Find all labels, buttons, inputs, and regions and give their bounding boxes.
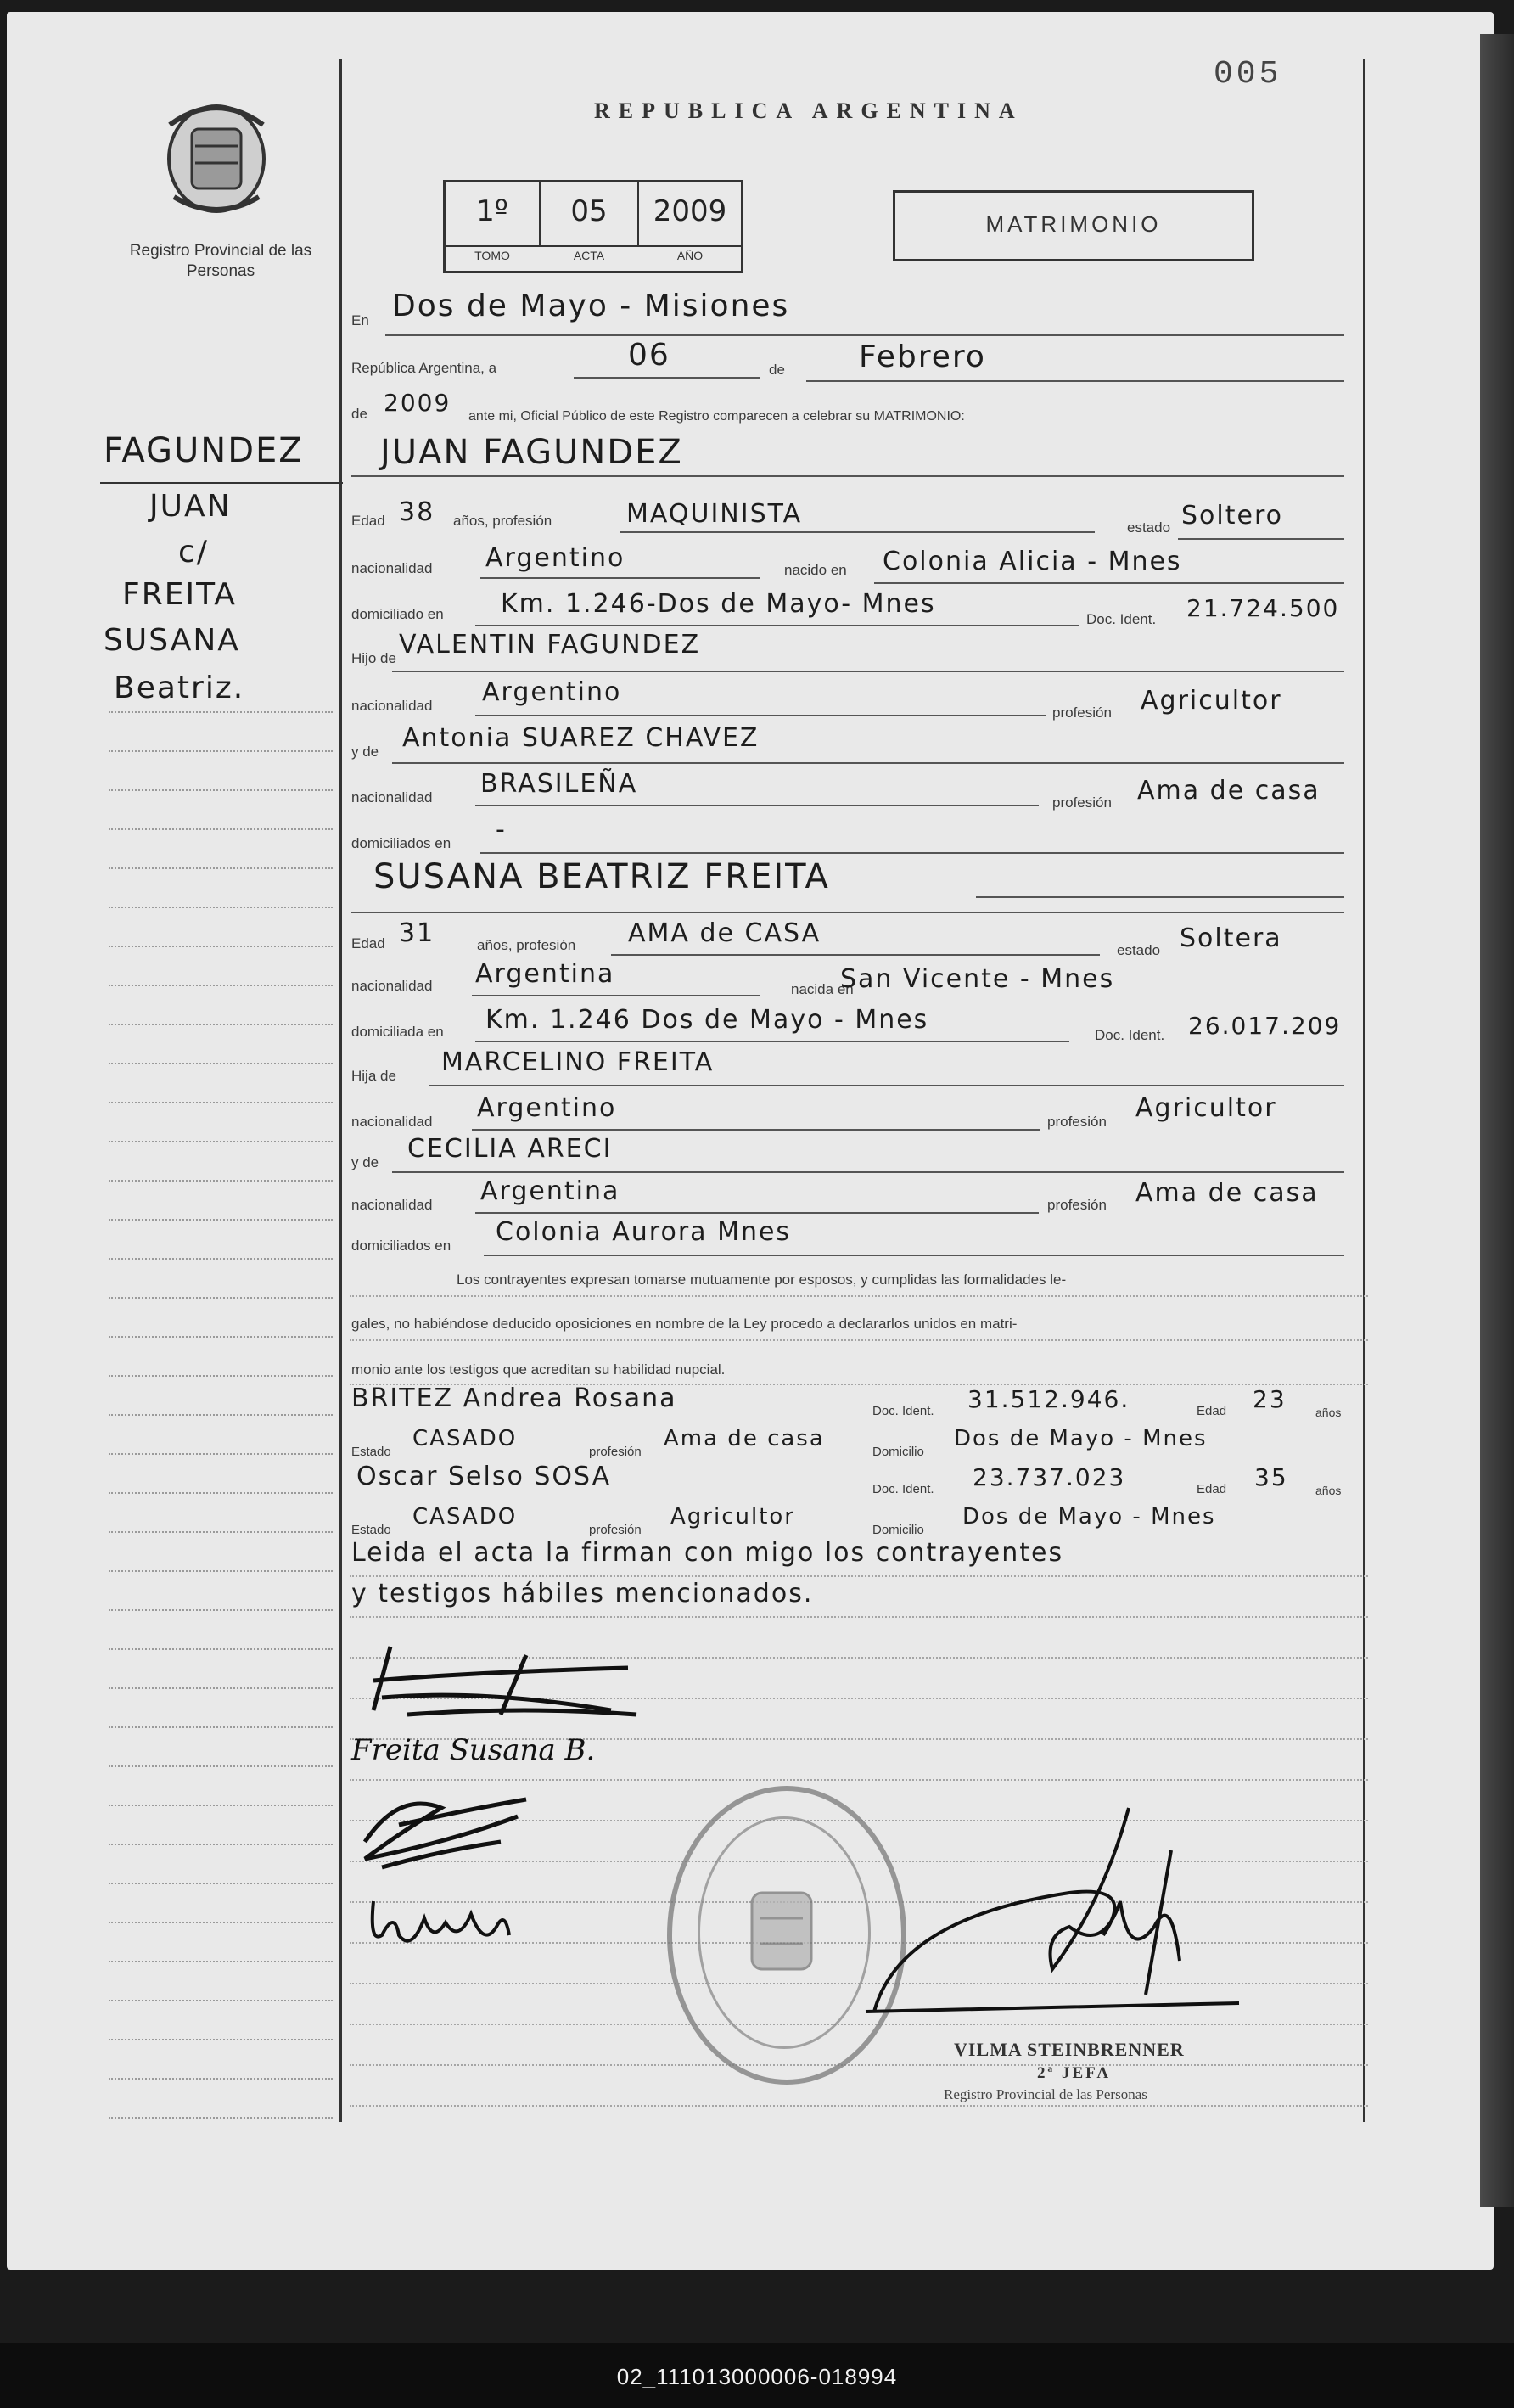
bride-age-label: Edad bbox=[351, 935, 385, 951]
country-date-label: República Argentina, a bbox=[351, 360, 497, 376]
witness-age-label: Edad bbox=[1197, 1482, 1227, 1496]
place-value: Dos de Mayo - Misiones bbox=[392, 289, 790, 323]
left-margin-line bbox=[339, 59, 342, 2122]
official-title: 2ª JEFA bbox=[1037, 2064, 1112, 2082]
closing-line: Leida el acta la firman con migo los contrayentes bbox=[351, 1538, 1064, 1568]
groom-profession-label: años, profesión bbox=[453, 513, 552, 529]
bride-mother: CECILIA ARECI bbox=[407, 1134, 613, 1164]
witness-status: CASADO bbox=[412, 1426, 518, 1451]
witness-domicile: Dos de Mayo - Mnes bbox=[954, 1426, 1208, 1451]
anio-label: AÑO bbox=[676, 249, 704, 262]
bride-profession: AMA de CASA bbox=[628, 918, 821, 948]
bride-doc: 26.017.209 bbox=[1188, 1012, 1342, 1040]
declaration-line: gales, no habiéndose deducido oposiciones en nombre de la Ley procedo a declararlos unidos en matri- bbox=[351, 1316, 1018, 1332]
groom-profession: MAQUINISTA bbox=[626, 499, 803, 529]
groom-name: JUAN FAGUNDEZ bbox=[380, 433, 683, 472]
official-signature bbox=[849, 1799, 1256, 2037]
year-label: de bbox=[351, 406, 367, 422]
date-month: Febrero bbox=[859, 340, 986, 374]
groom-born-label: nacido en bbox=[784, 562, 847, 578]
page-number: 005 bbox=[1214, 56, 1282, 93]
witness-years-label: años bbox=[1315, 1484, 1342, 1497]
book-edge bbox=[1480, 34, 1514, 2207]
bride-parents-dom-label: domiciliados en bbox=[351, 1238, 451, 1254]
witness-status-label: Estado bbox=[351, 1523, 391, 1537]
bride-age: 31 bbox=[399, 918, 435, 948]
witness-age: 23 bbox=[1253, 1385, 1287, 1413]
witness-age-label: Edad bbox=[1197, 1404, 1227, 1418]
witness-status: CASADO bbox=[412, 1504, 518, 1530]
groom-born: Colonia Alicia - Mnes bbox=[883, 547, 1182, 576]
intro-text: ante mi, Oficial Público de este Registro comparecen a celebrar su MATRIMONIO: bbox=[468, 409, 965, 424]
bride-name: SUSANA BEATRIZ FREITA bbox=[373, 857, 830, 896]
bride-status: Soltera bbox=[1180, 923, 1282, 953]
witness-age: 35 bbox=[1254, 1463, 1288, 1491]
margin-note-line: c/ bbox=[178, 535, 209, 570]
witness-status-label: Estado bbox=[351, 1445, 391, 1459]
bride-born-label: nacida en bbox=[791, 981, 854, 997]
date-year: 2009 bbox=[384, 389, 451, 417]
bride-father-nat: Argentino bbox=[477, 1093, 617, 1123]
groom-father-prof-label: profesión bbox=[1052, 704, 1112, 721]
margin-note-line: JUAN bbox=[149, 489, 232, 524]
witness1-signature bbox=[348, 1782, 535, 1876]
bride-father-prof-label: profesión bbox=[1047, 1114, 1107, 1130]
official-name: VILMA STEINBRENNER bbox=[954, 2039, 1185, 2060]
anio-value: 2009 bbox=[653, 194, 727, 228]
bride-born: San Vicente - Mnes bbox=[840, 964, 1115, 994]
groom-age: 38 bbox=[399, 497, 435, 527]
bride-domicile-label: domiciliada en bbox=[351, 1024, 444, 1040]
registry-caption: Registro Provincial de las Personas bbox=[129, 242, 312, 280]
acta-label: ACTA bbox=[573, 249, 605, 262]
witness-profession-label: profesión bbox=[589, 1445, 642, 1459]
margin-note-line: FREITA bbox=[122, 577, 237, 612]
witness-domicile-label: Domicilio bbox=[872, 1523, 924, 1537]
month-label: de bbox=[769, 362, 785, 378]
acta-cell bbox=[541, 182, 639, 245]
groom-child-label: Hijo de bbox=[351, 650, 396, 666]
bride-mother-prof-label: profesión bbox=[1047, 1197, 1107, 1213]
place-label: En bbox=[351, 312, 369, 328]
tomo-label: TOMO bbox=[474, 249, 510, 262]
groom-mother-prof-label: profesión bbox=[1052, 794, 1112, 811]
margin-note-line: SUSANA bbox=[104, 623, 240, 658]
witness-doc: 23.737.023 bbox=[973, 1463, 1126, 1491]
book-reference-box bbox=[443, 180, 743, 273]
groom-parents-dom-label: domiciliados en bbox=[351, 835, 451, 851]
record-type-box bbox=[893, 190, 1254, 261]
official-office: Registro Provincial de las Personas bbox=[944, 2086, 1147, 2102]
tomo-value: 1º bbox=[476, 194, 508, 228]
groom-signature bbox=[356, 1630, 645, 1723]
bride-child-label: Hija de bbox=[351, 1068, 396, 1084]
acta-value: 05 bbox=[570, 194, 608, 228]
footer-label: 02_111013000006-018994 bbox=[616, 2364, 898, 2389]
groom-mother-label: y de bbox=[351, 744, 379, 760]
bride-status-label: estado bbox=[1117, 942, 1161, 958]
bride-nationality-label: nacionalidad bbox=[351, 978, 433, 994]
witness2-signature bbox=[365, 1884, 518, 1961]
groom-mother-prof: Ama de casa bbox=[1137, 776, 1321, 805]
groom-domicile-label: domiciliado en bbox=[351, 606, 444, 622]
bride-mother-label: y de bbox=[351, 1154, 379, 1170]
bride-mother-nat: Argentina bbox=[480, 1176, 620, 1206]
margin-note-line: FAGUNDEZ bbox=[104, 431, 304, 470]
groom-doc: 21.724.500 bbox=[1186, 594, 1340, 622]
bride-father-prof: Agricultor bbox=[1136, 1093, 1277, 1123]
groom-mother-nat: BRASILEÑA bbox=[480, 769, 638, 799]
declaration-line: Los contrayentes expresan tomarse mutuamente por esposos, y cumplidas las formalidades le- bbox=[457, 1271, 1067, 1288]
groom-nationality: Argentino bbox=[485, 543, 625, 573]
anio-cell bbox=[639, 182, 741, 245]
groom-age-label: Edad bbox=[351, 513, 385, 529]
witness-name: BRITEZ Andrea Rosana bbox=[351, 1384, 677, 1413]
witness-doc-label: Doc. Ident. bbox=[872, 1404, 934, 1418]
bride-signature-text: Freita Susana B. bbox=[351, 1733, 596, 1767]
groom-parents-dom: - bbox=[496, 815, 507, 845]
witness-domicile-label: Domicilio bbox=[872, 1445, 924, 1459]
groom-father-prof: Agricultor bbox=[1141, 686, 1282, 716]
record-type-label: MATRIMONIO bbox=[985, 211, 1162, 237]
witness-profession: Agricultor bbox=[670, 1504, 795, 1530]
tomo-cell bbox=[446, 182, 541, 245]
groom-domicile: Km. 1.246-Dos de Mayo- Mnes bbox=[501, 589, 936, 619]
seal-emblem-icon bbox=[743, 1884, 820, 1978]
date-day: 06 bbox=[628, 338, 670, 373]
groom-mother: Antonia SUAREZ CHAVEZ bbox=[402, 723, 760, 753]
bride-nationality: Argentina bbox=[475, 959, 615, 989]
witness-doc: 31.512.946. bbox=[967, 1385, 1130, 1413]
closing-line: y testigos hábiles mencionados. bbox=[351, 1579, 814, 1608]
bride-parents-dom: Colonia Aurora Mnes bbox=[496, 1217, 792, 1247]
groom-father: VALENTIN FAGUNDEZ bbox=[399, 630, 701, 660]
witness-domicile: Dos de Mayo - Mnes bbox=[962, 1504, 1216, 1530]
witness-years-label: años bbox=[1315, 1406, 1342, 1419]
groom-status-label: estado bbox=[1127, 519, 1171, 536]
bride-profession-label: años, profesión bbox=[477, 937, 576, 953]
country-title: REPUBLICA ARGENTINA bbox=[594, 98, 1023, 123]
groom-status: Soltero bbox=[1181, 501, 1283, 530]
bride-doc-label: Doc. Ident. bbox=[1095, 1027, 1165, 1043]
witness-profession: Ama de casa bbox=[664, 1426, 825, 1451]
declaration-line: monio ante los testigos que acreditan su habilidad nupcial. bbox=[351, 1361, 726, 1378]
bride-mother-prof: Ama de casa bbox=[1136, 1178, 1319, 1208]
bride-domicile: Km. 1.246 Dos de Mayo - Mnes bbox=[485, 1005, 929, 1035]
groom-father-nat: Argentino bbox=[482, 677, 622, 707]
bride-father: MARCELINO FREITA bbox=[441, 1047, 715, 1077]
groom-doc-label: Doc. Ident. bbox=[1086, 611, 1157, 627]
witness-name: Oscar Selso SOSA bbox=[356, 1462, 612, 1491]
witness-profession-label: profesión bbox=[589, 1523, 642, 1537]
bride-mother-nat-label: nacionalidad bbox=[351, 1197, 433, 1213]
groom-mother-nat-label: nacionalidad bbox=[351, 789, 433, 805]
groom-father-nat-label: nacionalidad bbox=[351, 698, 433, 714]
bride-father-nat-label: nacionalidad bbox=[351, 1114, 433, 1130]
groom-nationality-label: nacionalidad bbox=[351, 560, 433, 576]
margin-note-line: Beatriz. bbox=[114, 671, 245, 705]
right-border-line bbox=[1363, 59, 1365, 2122]
coat-of-arms-icon bbox=[153, 95, 280, 222]
witness-doc-label: Doc. Ident. bbox=[872, 1482, 934, 1496]
